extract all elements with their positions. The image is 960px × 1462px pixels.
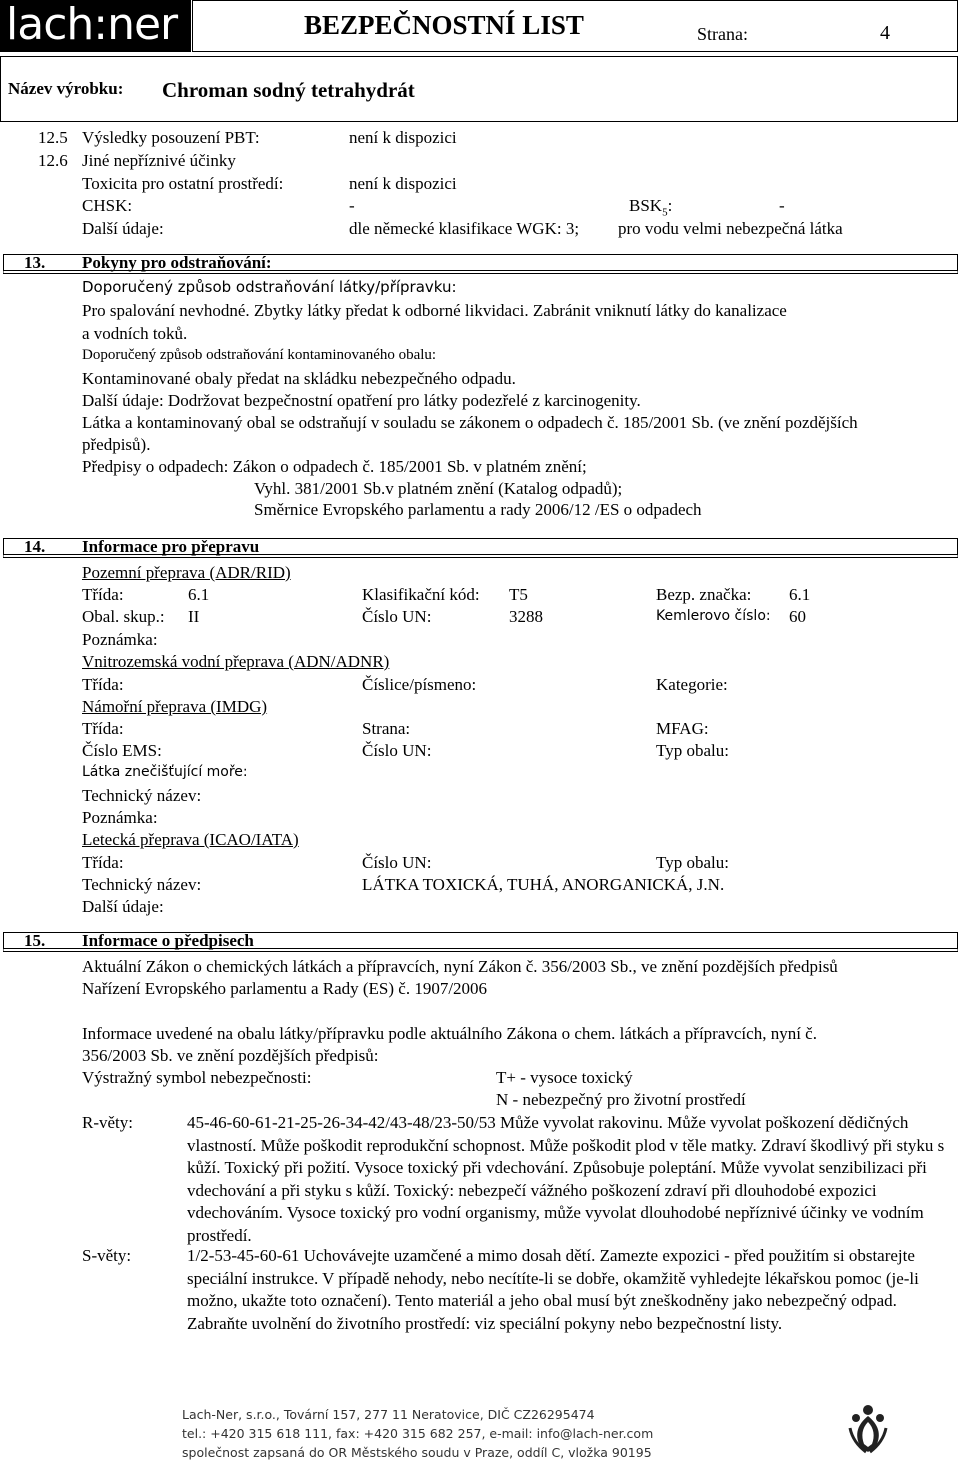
bsk-label: [629, 196, 672, 218]
row-label: Toxicita pro ostatní prostředí:: [82, 174, 284, 193]
text-line: Kontaminované obaly předat na skládku nebezpečného odpadu.: [82, 369, 516, 388]
adn-title: Vnitrozemská vodní přeprava (ADN/ADNR): [82, 652, 390, 671]
field-value: 6.1: [789, 585, 811, 604]
icao-title: Letecká přeprava (ICAO/IATA): [82, 830, 299, 849]
field-value: II: [188, 607, 200, 626]
product-name: Chroman sodný tetrahydrát: [162, 78, 415, 102]
footer-address: Lach-Ner, s.r.o., Tovární 157, 277 11 Neratovice, DIČ CZ26295474: [182, 1407, 595, 1422]
field-value: LÁTKA TOXICKÁ, TUHÁ, ANORGANICKÁ, J.N.: [362, 875, 725, 894]
row-value: dle německé klasifikace WGK: 3;: [349, 219, 580, 238]
product-box: [0, 56, 958, 122]
field-label: Číslo UN:: [362, 853, 432, 872]
field-label: Číslice/písmeno:: [362, 675, 477, 694]
field-label: Číslo EMS:: [82, 741, 162, 760]
page-label: Strana:: [697, 24, 748, 44]
field-label: Klasifikační kód:: [362, 585, 480, 604]
section-13-number: 13.: [24, 253, 46, 272]
field-label: Látka znečišťující moře:: [82, 764, 248, 780]
text-line: předpisů).: [82, 435, 151, 454]
section-13-title: Pokyny pro odstraňování:: [82, 253, 272, 272]
field-label: Technický název:: [82, 875, 202, 894]
symbol-label: Výstražný symbol nebezpečnosti:: [82, 1068, 312, 1087]
text-line: Informace uvedené na obalu látky/přípravku podle aktuálního Zákona o chem. látkách a přípravcích, nyní č.: [82, 1024, 817, 1043]
bsk-subscript: 5: [662, 206, 668, 219]
field-label: Třída:: [82, 719, 124, 738]
row-value: není k dispozici: [349, 128, 457, 147]
field-label: Strana:: [362, 719, 411, 738]
text-line: Nařízení Evropského parlamentu a Rady (ES) č. 1907/2006: [82, 979, 488, 998]
r-phrases-label: R-věty:: [82, 1113, 133, 1132]
bsk-value: -: [779, 196, 785, 215]
field-label: Obal. skup.:: [82, 607, 165, 626]
field-value: 3288: [509, 607, 543, 626]
r-phrases-text: 45-46-60-61-21-25-26-34-42/43-48/23-50/53 Může vyvolat rakovinu. Může vyvolat poškození dědičných vlastností. Může poškodit reprodukční schopnost. Může poškodit plod v těle matky. Zdraví škodlivý při styku s kůží. Toxický při požití. Vysoce toxický při vdechování. Způsobuje poleptání. Může vyvolat senzibilizaci při vdechování a při styku s kůží. Toxický: nebezpečí vážného poškození zdraví při dlouhodobé expozici vdechováním. Vysoce toxický pro vodní organismy, může vyvolat dlouhodobé nepříznivé účinky ve vodním prostředí.: [187, 1113, 945, 1245]
document-title: BEZPEČNOSTNÍ LIST: [304, 10, 584, 40]
row-label: Výsledky posouzení PBT:: [82, 128, 260, 147]
imdg-title: Námořní přeprava (IMDG): [82, 697, 268, 716]
text-line: Doporučený způsob odstraňování látky/přípravku:: [82, 278, 457, 296]
text-line: Další údaje: Dodržovat bezpečnostní opatření pro látky podezřelé z karcinogenity.: [82, 391, 641, 410]
page-number: 4: [880, 22, 890, 44]
section-14-number: 14.: [24, 537, 46, 556]
product-label: Název výrobku:: [8, 79, 124, 98]
field-label: Kemlerovo číslo:: [656, 608, 771, 624]
symbol-value: T+ - vysoce toxický: [496, 1068, 633, 1087]
section-15-title: Informace o předpisech: [82, 931, 254, 950]
field-label: Bezp. značka:: [656, 585, 752, 604]
field-label: Poznámka:: [82, 630, 158, 649]
text-line: Aktuální Zákon o chemických látkách a přípravcích, nyní Zákon č. 356/2003 Sb., ve znění pozdějších předpisů: [82, 957, 838, 976]
section-15-number: 15.: [24, 931, 46, 950]
field-value: 60: [789, 607, 806, 626]
s-phrases-text: 1/2-53-45-60-61 Uchovávejte uzamčené a mimo dosah dětí. Zamezte expozici - před použitím si obstarejte speciální instrukce. V případě nehody, nebo necítíte-li se dobře, okamžitě vyhledejte lékařskou pomoc (je-li možno, ukažte toto označení). Tento materiál a jeho obal musí být zneškodněny jako nebezpečný odpad. Zabraňte uvolnění do životního prostředí: viz speciální pokyny nebo bezpečnostní listy.: [187, 1246, 919, 1333]
field-label: Poznámka:: [82, 808, 158, 827]
row-label: Další údaje:: [82, 219, 164, 238]
row-num: 12.5: [38, 128, 68, 147]
field-label: Číslo UN:: [362, 607, 432, 626]
text-line: Vyhl. 381/2001 Sb.v platném znění (Katalog odpadů);: [254, 479, 623, 498]
adr-title: Pozemní přeprava (ADR/RID): [82, 563, 291, 582]
field-label: Třída:: [82, 675, 124, 694]
row-value: -: [349, 196, 355, 215]
row-label: CHSK:: [82, 196, 133, 215]
text-line: Pro spalování nevhodné. Zbytky látky předat k odborné likvidaci. Zabránit vniknutí látky do kanalizace: [82, 301, 787, 320]
row-value: pro vodu velmi nebezpečná látka: [618, 219, 843, 238]
company-logo: lach:ner: [0, 0, 191, 52]
field-label: Další údaje:: [82, 897, 164, 916]
field-label: Typ obalu:: [656, 853, 729, 872]
field-value: T5: [509, 585, 528, 604]
text-line: Doporučený způsob odstraňování kontaminovaného obalu:: [82, 347, 437, 363]
footer-contact: tel.: +420 315 618 111, fax: +420 315 682 257, e-mail: info@lach-ner.com: [182, 1426, 654, 1441]
text-line: Látka a kontaminovaný obal se odstraňují v souladu se zákonem o odpadech č. 185/2001 Sb. (ve znění pozdějších: [82, 413, 858, 432]
footer-registration: společnost zapsaná do OR Městského soudu v Praze, oddíl C, vložka 90195: [182, 1445, 652, 1460]
field-label: Třída:: [82, 853, 124, 872]
footer: [182, 1405, 653, 1462]
symbol-value: N - nebezpečný pro životní prostředí: [496, 1090, 746, 1109]
text-line: Předpisy o odpadech: Zákon o odpadech č. 185/2001 Sb. v platném znění;: [82, 457, 587, 476]
field-label: Typ obalu:: [656, 741, 729, 760]
bsk-colon: :: [667, 196, 673, 215]
field-label: Číslo UN:: [362, 741, 432, 760]
row-value: není k dispozici: [349, 174, 457, 193]
text-line: a vodních toků.: [82, 324, 188, 343]
field-label: MFAG:: [656, 719, 709, 738]
section-14-title: Informace pro přepravu: [82, 537, 260, 556]
text-line: Směrnice Evropského parlamentu a rady 2006/12 /ES o odpadech: [254, 500, 702, 519]
row-num: 12.6: [38, 151, 68, 170]
field-label: Třída:: [82, 585, 124, 604]
bsk-text: BSK: [629, 196, 663, 215]
responsible-care-icon: [848, 1404, 888, 1454]
row-label: Jiné nepříznivé účinky: [82, 151, 236, 170]
s-phrases-label: S-věty:: [82, 1246, 132, 1265]
field-label: Technický název:: [82, 786, 202, 805]
text-line: 356/2003 Sb. ve znění pozdějších předpisů:: [82, 1046, 379, 1065]
field-value: 6.1: [188, 585, 210, 604]
field-label: Kategorie:: [656, 675, 728, 694]
